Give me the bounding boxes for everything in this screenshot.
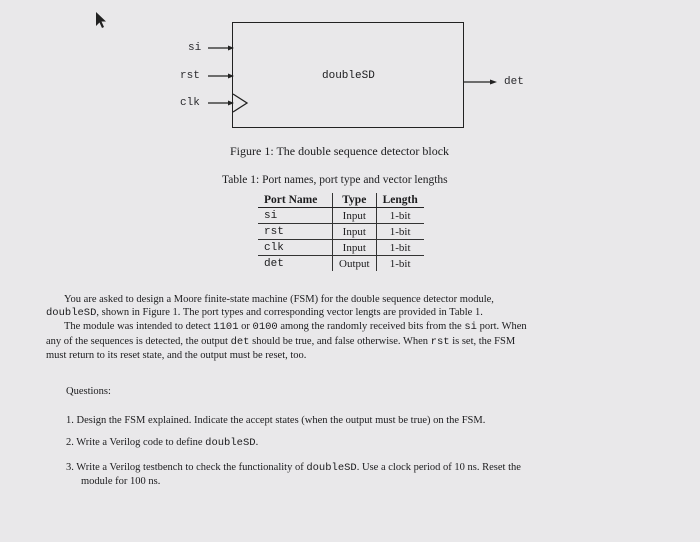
port-name-cell: si <box>258 208 333 224</box>
port-length-cell: 1-bit <box>376 208 424 224</box>
port-length-cell: 1-bit <box>376 240 424 256</box>
paragraph-text: port. When <box>476 321 527 333</box>
port-code: rst <box>430 335 450 348</box>
rst-arrow <box>208 74 234 79</box>
sequence-code: 1101 <box>213 321 239 334</box>
paragraph-line <box>46 320 654 334</box>
question-text: 3. Write a Verilog testbench to check the functionality of <box>66 462 307 473</box>
question-text: . Use a clock period of 10 ns. Reset the <box>356 462 521 473</box>
paragraph-line: must return to its reset state, and the output must be reset, too. <box>46 349 307 361</box>
question-3-continued: module for 100 ns. <box>81 476 161 487</box>
paragraph-text: , shown in Figure 1. The port types and corresponding vector lengts are provided in Table 1. <box>96 307 483 319</box>
port-name-cell: clk <box>258 240 333 256</box>
table-row <box>258 240 424 256</box>
sequence-code: 0100 <box>252 321 278 334</box>
paragraph-line: You are asked to design a Moore finite-state machine (FSM) for the double sequence detector module, <box>64 294 494 305</box>
clk-arrow <box>208 101 234 106</box>
port-length-cell: 1-bit <box>376 256 424 272</box>
si-arrow <box>208 46 234 51</box>
paragraph-text: The module was intended to detect <box>64 321 214 333</box>
problem-statement <box>46 293 654 362</box>
paragraph-text: or <box>238 321 253 333</box>
mouse-cursor-icon <box>96 12 106 28</box>
table-caption: Table 1: Port names, port type and vector lengths <box>222 174 448 186</box>
si-pin-label: si <box>188 42 202 54</box>
paragraph-text: is set, the FSM <box>449 335 516 347</box>
question-3 <box>66 462 521 474</box>
port-name-cell: det <box>264 257 284 270</box>
table-row <box>258 256 424 272</box>
question-text: . <box>255 437 259 448</box>
column-header: Type <box>333 193 377 208</box>
det-arrow <box>464 80 497 85</box>
figure-caption: Figure 1: The double sequence detector block <box>230 144 450 158</box>
table-row <box>258 224 424 240</box>
module-name: doubleSD <box>46 307 97 320</box>
det-pin-label: det <box>504 76 524 88</box>
port-code: si <box>464 321 477 334</box>
paragraph-text: among the randomly received bits from the <box>277 321 465 333</box>
port-type-cell: Output <box>333 256 377 272</box>
clk-pin-label: clk <box>180 97 200 109</box>
question-2 <box>66 437 258 449</box>
question-text: 2. Write a Verilog code to define <box>66 437 206 448</box>
port-name-cell: rst <box>258 224 333 240</box>
paragraph-text: should be true, and false otherwise. When <box>249 335 431 347</box>
table-row <box>258 208 424 224</box>
paragraph-text: any of the sequences is detected, the output <box>46 335 231 347</box>
block-name-label: doubleSD <box>322 70 375 82</box>
table-header-row <box>258 193 424 208</box>
port-type-cell: Input <box>333 224 377 240</box>
port-length-cell: 1-bit <box>376 224 424 240</box>
port-type-cell: Input <box>333 208 377 224</box>
paragraph-line <box>46 306 654 320</box>
column-header: Port Name <box>258 193 333 208</box>
module-name: doubleSD <box>306 462 357 474</box>
question-1: 1. Design the FSM explained. Indicate the accept states (when the output must be true) on the FSM. <box>66 415 486 426</box>
port-table <box>258 193 424 271</box>
port-code: det <box>230 335 250 348</box>
module-name: doubleSD <box>205 437 256 449</box>
rst-pin-label: rst <box>180 70 200 82</box>
questions-heading: Questions: <box>66 386 111 397</box>
port-type-cell: Input <box>333 240 377 256</box>
paragraph-line <box>46 335 654 349</box>
column-header: Length <box>376 193 424 208</box>
